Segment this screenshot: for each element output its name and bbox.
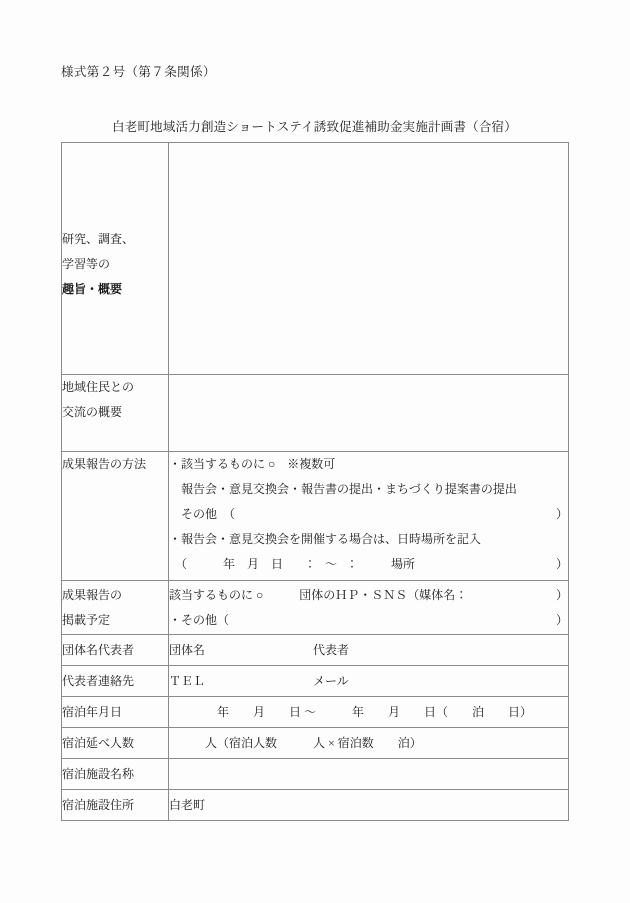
table-row-facility-address (62, 790, 569, 821)
value-line: 白老町 (169, 798, 206, 812)
table-row-purpose-overview (62, 143, 569, 375)
table-row-total-guests (62, 728, 569, 759)
label-line: 宿泊施設名称 (62, 767, 135, 781)
row-value-stay-dates[interactable] (169, 697, 569, 728)
value-line: 団体名 代表者 (169, 643, 350, 657)
value-line: 年 月 日 〜 年 月 日（ 泊 日） (169, 705, 533, 719)
value-line: ・該当するものに ○ ※複数可 (169, 457, 336, 471)
table-row-facility-name (62, 759, 569, 790)
label-line: 研究、調査、 (62, 232, 135, 246)
row-label-group-representative (62, 635, 169, 666)
value-line: ・報告会・意見交換会を開催する場合は、日時場所を記入 (169, 532, 482, 546)
row-label-purpose-overview (62, 143, 169, 375)
closing-paren: ） (555, 507, 568, 521)
row-label-facility-address (62, 790, 169, 821)
label-line: 交流の概要 (62, 405, 123, 419)
row-label-facility-name (62, 759, 169, 790)
row-value-total-guests[interactable] (169, 728, 569, 759)
row-value-group-representative[interactable] (169, 635, 569, 666)
value-line-datetime (169, 552, 568, 577)
row-value-purpose-overview[interactable] (169, 143, 569, 375)
row-label-total-guests (62, 728, 169, 759)
row-label-report-method (62, 452, 169, 581)
value-line-text: （ 年 月 日 ： 〜 ： 場所 (169, 557, 416, 571)
row-label-contact (62, 666, 169, 697)
label-line: 成果報告の (62, 588, 123, 602)
value-line-text: 該当するものに ○ 団体のＨＰ・ＳＮＳ（媒体名： (169, 588, 468, 602)
row-value-facility-address[interactable] (169, 790, 569, 821)
value-line-text: ・その他（ (169, 613, 230, 627)
table-row-resident-exchange (62, 375, 569, 452)
value-line-text: その他 （ (169, 507, 236, 521)
row-label-resident-exchange (62, 375, 169, 452)
value-line-hp-sns (169, 583, 568, 608)
row-label-stay-dates (62, 697, 169, 728)
label-line: 学習等の (62, 257, 111, 271)
label-line: 成果報告の方法 (62, 457, 147, 471)
value-line: 人（宿泊人数 人 × 宿泊数 泊） (169, 736, 422, 750)
row-value-facility-name[interactable] (169, 759, 569, 790)
label-line: 団体名代表者 (62, 643, 135, 657)
row-value-resident-exchange[interactable] (169, 375, 569, 452)
label-line: 地域住民との (62, 380, 135, 394)
row-value-report-method[interactable] (169, 452, 569, 581)
label-line: 宿泊延べ人数 (62, 736, 135, 750)
value-line: 報告会・意見交換会・報告書の提出・まちづくり提案書の提出 (169, 482, 517, 496)
label-line: 宿泊施設住所 (62, 798, 135, 812)
form-number: 様式第２号（第７条関係） (61, 65, 216, 79)
page-title: 白老町地域活力創造ショートステイ誘致促進補助金実施計画書（合宿） (112, 120, 517, 134)
closing-paren: ） (555, 588, 568, 602)
value-line-other (169, 502, 568, 527)
value-line-other (169, 608, 568, 633)
row-value-report-publication[interactable] (169, 581, 569, 635)
label-line: 代表者連絡先 (62, 674, 135, 688)
row-value-contact[interactable] (169, 666, 569, 697)
label-line: 掲載予定 (62, 613, 111, 627)
table-row-contact (62, 666, 569, 697)
table-row-stay-dates (62, 697, 569, 728)
table-row-report-method (62, 452, 569, 581)
value-line: ＴＥＬ メール (169, 674, 349, 688)
table-row-group-representative (62, 635, 569, 666)
row-label-report-publication (62, 581, 169, 635)
implementation-plan-table (61, 142, 569, 821)
table-row-report-publication (62, 581, 569, 635)
label-line: 宿泊年月日 (62, 705, 123, 719)
label-line: 趣旨・概要 (62, 282, 123, 296)
closing-paren: ） (555, 557, 568, 571)
closing-paren: ） (555, 613, 568, 627)
